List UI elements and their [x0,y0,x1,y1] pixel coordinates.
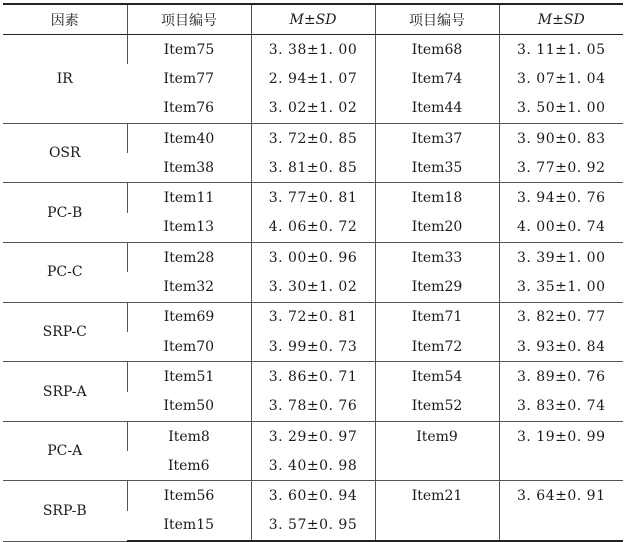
table-row [3,481,623,511]
item-number-cell: Item40 [127,123,251,153]
item-statistics-table [3,3,623,542]
item-number-cell: Item8 [127,421,251,451]
item-number-cell: Item35 [375,153,499,183]
table-container [3,3,623,542]
table-row [3,183,623,213]
mean-sd-cell: 3. 50±1. 00 [499,94,623,124]
item-number-cell: Item21 [375,481,499,511]
item-number-cell: Item18 [375,183,499,213]
mean-sd-cell: 3. 86±0. 71 [251,362,375,392]
table-row [3,243,623,273]
item-number-cell: Item74 [375,64,499,93]
item-number-cell: Item72 [375,332,499,362]
mean-sd-cell: 3. 29±0. 97 [251,421,375,451]
mean-sd-cell: 3. 90±0. 83 [499,123,623,153]
factor-cell: PC-B [3,183,127,243]
item-number-cell: Item71 [375,302,499,332]
item-number-cell: Item28 [127,243,251,273]
item-number-cell: Item52 [375,392,499,422]
factor-cell: SRP-A [3,362,127,422]
item-number-cell [375,451,499,481]
mean-sd-cell: 3. 89±0. 76 [499,362,623,392]
item-number-cell: Item32 [163,279,215,296]
factor-cell: OSR [3,123,127,183]
item-number-cell: Item69 [127,302,251,332]
mean-sd-cell: 3. 19±0. 99 [499,421,623,451]
mean-sd-cell: 3. 38±1. 00 [251,35,375,65]
header-factor: 因素 [3,4,127,35]
mean-sd-cell: 3. 77±0. 92 [499,153,623,183]
header-row [3,4,623,35]
mean-sd-cell: 3. 77±0. 81 [251,183,375,213]
factor-cell: PC-A [3,421,127,481]
table-row [3,362,623,392]
mean-sd-cell: 4. 06±0. 72 [251,213,375,243]
mean-sd-cell: 3. 11±1. 05 [499,35,623,65]
mean-sd-cell: 4. 00±0. 74 [499,213,623,243]
mean-sd-cell: 3. 83±0. 74 [499,392,623,422]
factor-cell: PC-C [3,243,127,303]
mean-sd-cell: 3. 64±0. 91 [499,481,623,511]
item-number-cell: Item38 [163,159,215,176]
table-row [3,302,623,332]
item-number-cell: Item20 [375,213,499,243]
table-row [3,123,623,153]
item-number-cell: Item70 [163,338,215,355]
header-mean-sd-1: M±SD [251,4,375,35]
item-number-cell: Item68 [375,35,499,65]
factor-cell: SRP-C [3,302,127,362]
mean-sd-cell: 3. 35±1. 00 [499,272,623,302]
mean-sd-cell: 3. 81±0. 85 [251,153,375,183]
item-number-cell: Item6 [167,457,210,474]
item-number-cell: Item51 [127,362,251,392]
item-number-cell: Item11 [127,183,251,213]
item-number-cell: Item9 [375,421,499,451]
item-number-cell: Item50 [163,398,215,415]
mean-sd-cell: 3. 30±1. 02 [251,272,375,302]
mean-sd-cell: 3. 99±0. 73 [251,332,375,362]
mean-sd-cell: 3. 72±0. 85 [251,123,375,153]
table-row [3,421,623,451]
mean-sd-cell: 3. 82±0. 77 [499,302,623,332]
factor-cell: IR [3,35,127,124]
mean-sd-cell: 3. 93±0. 84 [499,332,623,362]
factor-cell: SRP-B [3,481,127,541]
item-number-cell: Item77 [163,70,215,87]
item-number-cell: Item75 [127,35,251,65]
item-number-cell: Item76 [163,100,215,117]
table-row [3,35,623,65]
item-number-cell: Item13 [163,219,215,236]
mean-sd-cell: 3. 07±1. 04 [499,64,623,93]
table-body [3,35,623,542]
mean-sd-cell: 2. 94±1. 07 [251,64,375,93]
mean-sd-cell: 3. 00±0. 96 [251,243,375,273]
item-number-cell: Item56 [127,481,251,511]
mean-sd-cell: 3. 39±1. 00 [499,243,623,273]
mean-sd-cell: 3. 72±0. 81 [251,302,375,332]
header-mean-sd-2: M±SD [499,4,623,35]
mean-sd-cell: 3. 78±0. 76 [251,392,375,422]
header-item-number-1: 项目编号 [127,4,251,35]
mean-sd-cell [499,451,623,481]
header-item-number-2: 项目编号 [375,4,499,35]
item-number-cell: Item15 [127,511,251,541]
mean-sd-cell: 3. 94±0. 76 [499,183,623,213]
item-number-cell: Item29 [375,272,499,302]
item-number-cell: Item33 [375,243,499,273]
item-number-cell: Item44 [375,94,499,124]
item-number-cell: Item54 [375,362,499,392]
mean-sd-cell: 3. 02±1. 02 [251,94,375,124]
item-number-cell: Item37 [375,123,499,153]
mean-sd-cell: 3. 40±0. 98 [251,451,375,481]
mean-sd-cell: 3. 60±0. 94 [251,481,375,511]
mean-sd-cell: 3. 57±0. 95 [251,511,375,541]
